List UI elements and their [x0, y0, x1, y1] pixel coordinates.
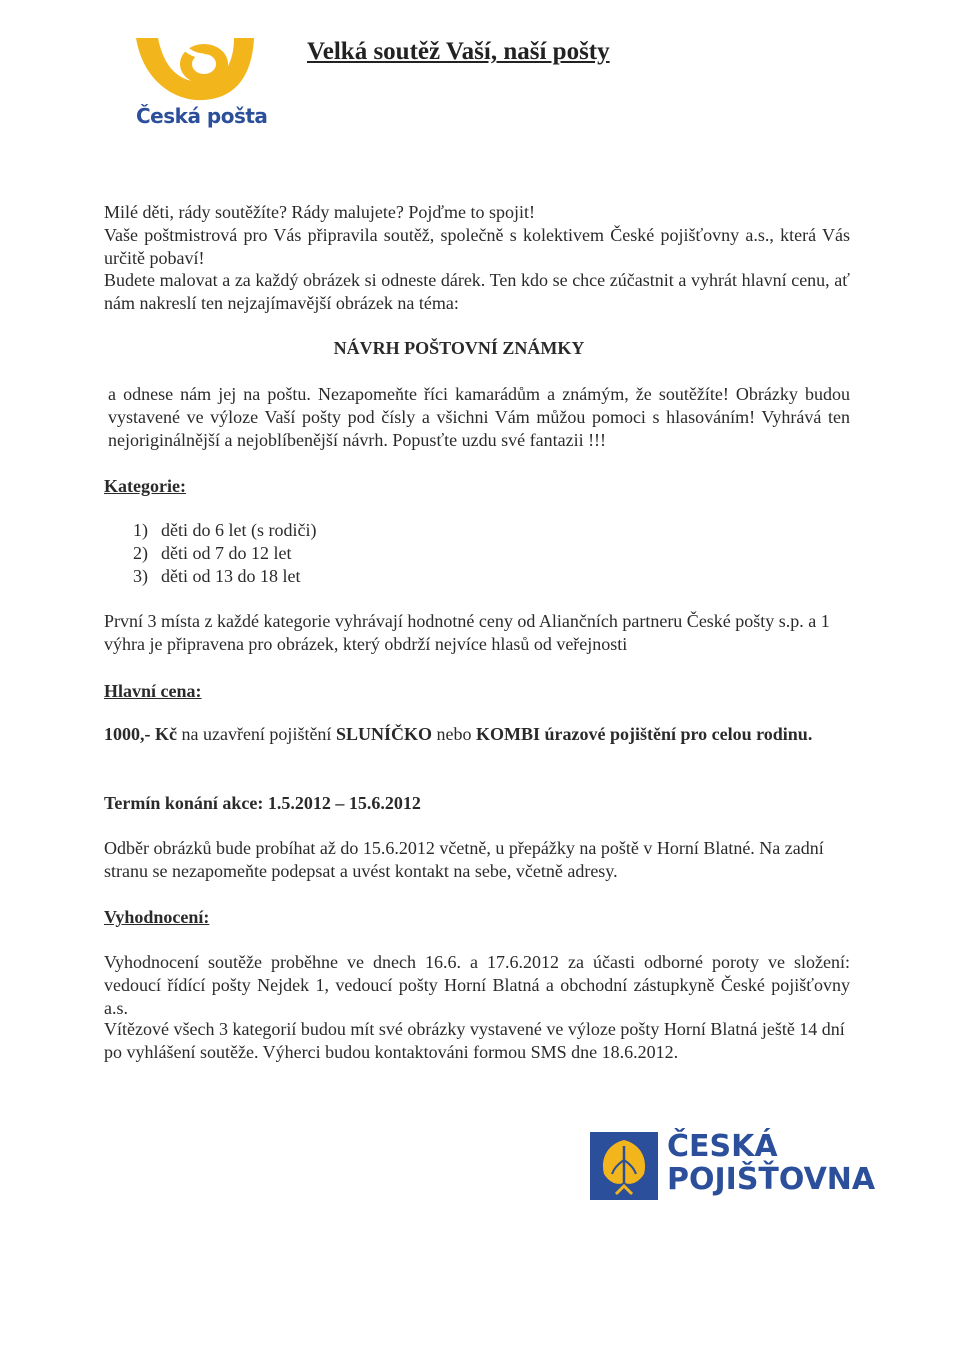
- list-item: 2) děti od 7 do 12 let: [133, 543, 292, 563]
- evaluation-paragraph-2: Vítězové všech 3 kategorií budou mít své obrázky vystavené ve výloze pošty Horní Blatná ještě 14 dní po vyhlášení soutěže. Výherci budou kontaktováni formou SMS dne 18.6.2012.: [104, 1019, 845, 1062]
- main-prize-text: 1000,- Kč na uzavření pojištění SLUNÍČKO nebo KOMBI úrazové pojištění pro celou rodinu.: [104, 724, 813, 744]
- insurer-brand: ČESKÁ POJIŠŤOVNA: [667, 1129, 876, 1197]
- list-item: 1) děti do 6 let (s rodiči): [133, 520, 317, 540]
- categories-heading: Kategorie:: [104, 476, 186, 496]
- page-title: Velká soutěž Vaší, naší pošty: [307, 38, 610, 65]
- evaluation-paragraph-1: Vyhodnocení soutěže proběhne ve dnech 16.6. a 17.6.2012 za účasti odborné poroty ve složení: vedoucí řídící pošty Nejdek 1, vedoucí pošty Horní Blatná a obchodní zástupkyně České pojišťovny a.s.: [104, 952, 850, 1018]
- intro-line-3: Budete malovat a za každý obrázek si odneste dárek. Ten kdo se chce zúčastnit a vyhrát hlavní cenu, ať nám nakreslí ten nejzajímavější obrázek na téma:: [104, 270, 850, 313]
- linden-leaf-icon: [590, 1130, 658, 1202]
- body-paragraph: a odnese nám jej na poštu. Nezapomeňte říci kamarádům a známým, že soutěžíte! Obrázky budou vystavené ve výloze Vaší pošty pod čísly a všichni Vám můžou pomoci s hlasováním! Vyhrává ten nejoriginálnější a nejoblíbenější návrh. Popusťte uzdu své fantazii !!!: [108, 384, 850, 450]
- categories-list: [133, 519, 316, 588]
- collection-info: Odběr obrázků bude probíhat až do 15.6.2012 včetně, u přepážky na poště v Horní Blatné. Na zadní stranu se nezapomeňte podepsat a uvést kontakt na sebe, včetně adresy.: [104, 838, 824, 881]
- categories-note: První 3 místa z každé kategorie vyhrávají hodnotné ceny od Aliančních partneru České pošty s.p. a 1 výhra je připravena pro obrázek, který obdrží nejvíce hlasů od veřejnosti: [104, 611, 830, 654]
- main-prize-heading: Hlavní cena:: [104, 681, 202, 701]
- list-item: 3) děti od 13 do 18 let: [133, 566, 301, 586]
- intro-line-2: Vaše poštmistrová pro Vás připravila soutěž, společně s kolektivem České pojišťovny a.s., která Vás určitě pobaví!: [104, 225, 850, 268]
- evaluation-heading: Vyhodnocení:: [104, 907, 210, 927]
- intro-line-1: Milé děti, rády soutěžíte? Rády malujete? Pojďme to spojit!: [104, 202, 536, 222]
- contest-theme: NÁVRH POŠTOVNÍ ZNÁMKY: [333, 338, 585, 358]
- event-term: Termín konání akce: 1.5.2012 – 15.6.2012: [104, 793, 421, 813]
- brand-name: Česká pošta: [136, 104, 268, 128]
